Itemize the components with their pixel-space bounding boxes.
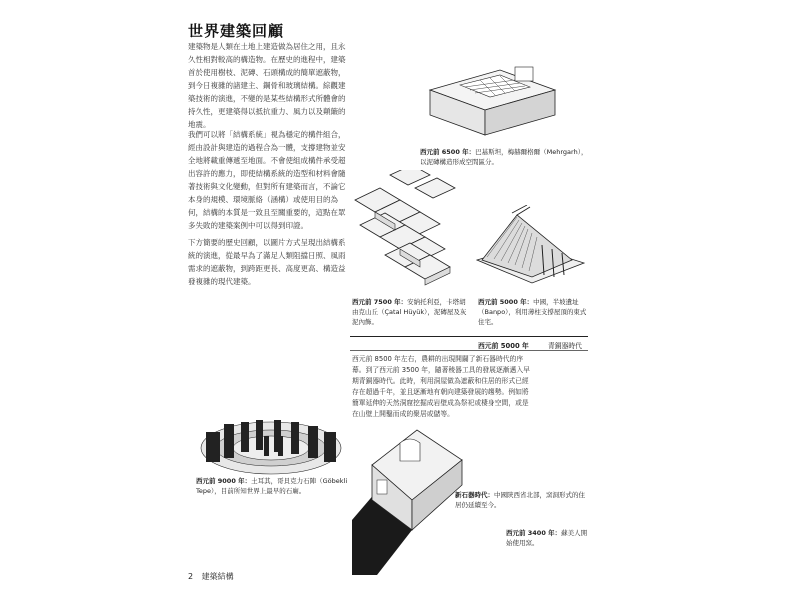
caption-neolithic-text: 中國陝西省北部，窯洞形式的住居仍延續至今。 — [455, 491, 585, 509]
banpo-illustration — [472, 205, 590, 290]
caption-mehrgarh-year: 西元前 6500 年： — [420, 148, 476, 156]
caption-mehrgarh-text: 巴基斯坦，梅赫爾格爾（Mehrgarh），以泥磚構造形成空間區分。 — [420, 148, 588, 166]
timeline-label: 西元前 5000 年 — [478, 342, 529, 350]
page-number: 2 — [188, 572, 194, 581]
cave-dwelling-illustration — [352, 425, 472, 575]
catal-huyuk-illustration — [350, 170, 470, 295]
gobekli-tepe-illustration — [196, 410, 346, 478]
caption-gobekli-year: 西元前 9000 年： — [196, 477, 252, 485]
caption-catal — [352, 297, 472, 327]
page-title: 世界建築回顧 — [188, 22, 285, 40]
timeline-era: 青銅器時代 — [548, 342, 582, 350]
caption-neolithic-year: 新石器時代： — [455, 491, 494, 499]
timeline-top-rule — [350, 336, 588, 337]
page-footer — [188, 571, 234, 582]
caption-banpo — [478, 297, 590, 327]
intro-paragraph-3: 下方簡要的歷史回顧，以圖片方式呈現出結構系統的演進，從最早為了滿足人類阻擋日照、風雨需求的遮蔽物，到跨距更長、高度更高、構造益發複雜的現代建築。 — [188, 238, 346, 286]
caption-mehrgarh — [420, 147, 590, 167]
caption-catal-text: 安納托利亞，卡塔胡由克山丘（Çatal Hüyük），泥磚屋及灰泥內飾。 — [352, 298, 467, 326]
mehrgarh-illustration — [420, 45, 560, 140]
caption-gobekli-text: 土耳其，哥貝克力石陣（Göbekli Tepe），目前所知世界上最早的石廟。 — [196, 477, 348, 495]
intro-paragraph-2: 我們可以將「結構系統」視為穩定的構件組合，經由設計與建造的過程合為一體，支撐建物並安全地將載重傳遞至地面。不會使組成構件承受超出容許的應力，即使結構系統的造型和材料會隨著技術與文化變動，但對所有建築而言，不論它本身的規模、環境脈絡（涵構）或使用目的為何，結構的本質是一致且至關重要的，這點在眾多失敗的建築案例中可以得到印證。 — [188, 130, 346, 230]
caption-banpo-year: 西元前 5000 年： — [478, 298, 534, 306]
caption-sumer-year: 西元前 3400 年： — [506, 529, 562, 537]
timeline-text: 西元前 8500 年左右，農耕的出現開闢了新石器時代的序幕。到了西元前 3500 年，隨著稜器工具的發展逐漸邁入早期青銅器時代。此時，利用洞屋做為遮蔽和住居的形式已經存在超過千年，並且逐漸地有朝向建築發展的趨勢。例如將簡單延伸的天然洞窟挖掘成岩壁成為祭祀或棲身空間，或是在山壁上開鑿而成的聚居或儲等。 — [352, 355, 530, 418]
timeline-bottom-rule — [350, 350, 588, 351]
caption-neolithic — [455, 490, 585, 510]
caption-sumer-text: 蘇美人開始使用窯。 — [506, 529, 588, 547]
caption-sumer — [506, 528, 590, 548]
footer-section: 建築結構 — [201, 572, 234, 581]
intro-paragraph-1: 建築物是人類在土地上建造做為居住之用，且永久性相對較高的構造物。在歷史的進程中，建築首於使用樹枝、泥磚、石頭構成的簡單遮蔽物，到今日複雜的諸建主、鋼骨和玻璃結構。綜觀建築技術的演進，不變的是某些結構形式所體會的持久性，更建築得以抵抗重力、風力以及顛簸的地震。 — [188, 42, 346, 129]
caption-catal-year: 西元前 7500 年： — [352, 298, 408, 306]
caption-gobekli — [196, 476, 356, 496]
caption-banpo-text: 中國，半坡遺址（Banpo），利用薄柱支撐屋頂的東式住宅。 — [478, 298, 587, 326]
